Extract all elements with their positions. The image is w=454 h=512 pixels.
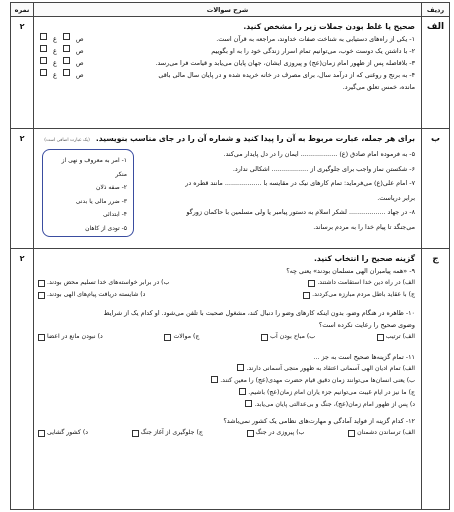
option-checkbox[interactable] xyxy=(38,334,45,341)
option-checkbox[interactable] xyxy=(261,334,268,341)
section-alef xyxy=(11,17,449,129)
section-note: (یک عبارت اضافی است) xyxy=(44,138,90,143)
header-questions: شرح سوالات xyxy=(33,3,421,16)
question-10: ۱۰- ظاهره در هنگام وضو، بدون اینکه کارهای وضو را دنبال کند، مشغول صحبت با تلفن می‌شود. او کدام یک از شرایط xyxy=(103,309,415,317)
true-checkbox[interactable] xyxy=(63,33,70,40)
section-score: ۲ xyxy=(19,254,25,263)
q10-options xyxy=(38,331,415,343)
tf-options: غ ص xyxy=(40,57,84,69)
q10-option-b[interactable]: ب) مباح بودن آب xyxy=(261,331,315,343)
option-checkbox[interactable] xyxy=(164,334,171,341)
word-bank-item: ۴- ابتدائی xyxy=(103,211,127,218)
q10-option-a[interactable]: الف) ترتیب xyxy=(377,331,415,343)
section-label: ج xyxy=(421,249,449,510)
q9-option-b[interactable]: ب) در برابر خواسته‌های خدا تسلیم محض بودند. xyxy=(38,277,169,289)
tf-question: ۴- به برنج و روغنی که از درآمد سال، برای مصرف در خانه خریده شده و در پایان سال مالی باقی xyxy=(158,71,415,79)
section-content xyxy=(33,129,421,248)
option-checkbox[interactable] xyxy=(247,430,254,437)
false-checkbox[interactable] xyxy=(40,33,47,40)
word-bank-item: ۵- تودی از کاهان xyxy=(85,224,127,232)
true-checkbox[interactable] xyxy=(63,57,70,64)
option-checkbox[interactable] xyxy=(38,430,45,437)
section-be xyxy=(11,129,449,249)
word-bank-item: ۱- امر به معروف و نهی از منکر xyxy=(61,157,127,178)
option-checkbox[interactable] xyxy=(308,280,315,287)
option-checkbox[interactable] xyxy=(303,292,310,299)
tf-question: ۳- بلافاصله پس از ظهور امام زمان(عج) و پیروزی ایشان، جهان پایان می‌یابد و قیامت فرا می‌رسد. xyxy=(155,59,415,67)
q11-option-c[interactable]: ج) ما نیز در ایام غیبت می‌توانیم جزء یاران امام زمان(عج) باشیم. xyxy=(38,387,415,399)
q11-option-b[interactable]: ب) یعنی انسان‌ها می‌توانند زمان دقیق قیام حضرت مهدی(عج) را معین کنند. xyxy=(38,375,415,387)
q11-option-a[interactable]: الف) تمام ادیان الهی آسمانی اعتقاد به ظهور منجی آسمانی دارند. xyxy=(38,363,415,375)
exam-sheet xyxy=(10,2,450,510)
tf-item-4 xyxy=(38,69,415,81)
tf-item-1 xyxy=(38,33,415,45)
option-checkbox[interactable] xyxy=(239,388,246,395)
tf-options: غ ص xyxy=(40,69,84,81)
q12-option-b[interactable]: ب) پیروزی در جنگ xyxy=(247,427,305,439)
false-checkbox[interactable] xyxy=(40,57,47,64)
q12-options xyxy=(38,427,415,439)
true-checkbox[interactable] xyxy=(63,69,70,76)
true-checkbox[interactable] xyxy=(63,45,70,52)
section-content xyxy=(33,249,421,510)
option-checkbox[interactable] xyxy=(237,364,244,371)
option-checkbox[interactable] xyxy=(38,292,45,299)
fill-item-continued: می‌جنگد تا پیام خدا را به مردم برساند. xyxy=(313,222,415,231)
question-11: ۱۱- تمام گزینه‌ها صحیح است به جز ... xyxy=(313,353,415,361)
table-header xyxy=(11,3,449,17)
section-jim xyxy=(11,249,449,510)
option-checkbox[interactable] xyxy=(211,376,218,383)
option-checkbox[interactable] xyxy=(377,334,384,341)
q12-option-d[interactable]: د) کشور گشایی xyxy=(38,427,88,439)
fill-item[interactable]: ۶- شکستن نماز واجب برای جلوگیری از .................. اشکالی ندارد. xyxy=(232,164,415,173)
section-score: ۲ xyxy=(19,134,25,143)
header-radif: ردیف xyxy=(421,3,449,16)
q9-options-row-2 xyxy=(38,289,415,301)
q11-option-d[interactable]: د) پس از ظهور امام زمان(عج)، جنگ و بی‌عدالتی پایان می‌یابد. xyxy=(38,399,415,411)
tf-options: غ ص xyxy=(40,33,84,45)
tf-item-4-continued: مانده، خمس تعلق می‌گیرد. xyxy=(342,83,415,91)
section-score: ۲ xyxy=(19,22,25,31)
word-bank-item: ۲- صفه ذلان xyxy=(95,184,127,191)
header-score: نمره xyxy=(14,5,30,14)
section-title: برای هر جمله، عبارت مربوط به آن را پیدا کنید و شماره آن را در جای مناسب بنویسید.(یک عبارت اضافی است) xyxy=(44,134,415,143)
q9-option-d[interactable]: د) شایسته دریافت پیام‌های الهی بودند. xyxy=(38,289,145,301)
q10-option-d[interactable]: د) نبودن مانع در اعضا xyxy=(38,331,103,343)
section-label: ب xyxy=(421,129,449,248)
tf-item-2 xyxy=(38,45,415,57)
option-checkbox[interactable] xyxy=(245,400,252,407)
section-content xyxy=(33,17,421,128)
word-bank xyxy=(42,149,134,237)
question-9: ۹- «همه پیامبران الهی مسلمان بودند» یعنی چه؟ xyxy=(286,267,415,275)
option-checkbox[interactable] xyxy=(38,280,45,287)
q9-option-c[interactable]: ج) با عقاید باطل مردم مبارزه می‌کردند. xyxy=(303,289,415,301)
fill-item-continued: برابر دریاست. xyxy=(377,193,415,202)
false-checkbox[interactable] xyxy=(40,69,47,76)
q10-option-c[interactable]: ج) موالات xyxy=(164,331,199,343)
question-12: ۱۲- کدام گزینه از فواید آمادگی و مهارت‌های نظامی یک کشور نمی‌باشد؟ xyxy=(223,417,415,425)
option-checkbox[interactable] xyxy=(132,430,139,437)
q12-option-a[interactable]: الف) ترساندن دشمنان xyxy=(348,427,415,439)
fill-item[interactable]: ۵- به فرموده امام صادق (ع) .................. ایمان را در دل پایدار می‌کند. xyxy=(223,150,415,158)
q9-options-row-1 xyxy=(38,277,415,289)
option-checkbox[interactable] xyxy=(348,430,355,437)
q9-option-a[interactable]: الف) در راه دین خدا استقامت داشتند. xyxy=(308,277,415,289)
tf-options: غ ص xyxy=(40,45,84,57)
section-title: گزینه صحیح را انتخاب کنید. xyxy=(313,254,415,263)
fill-item[interactable]: ۷- امام علی(ع) می‌فرماید: تمام کارهای نیک در مقایسه با .................. مانند قطره در xyxy=(185,179,415,187)
question-10-continued: وضوی صحیح را رعایت نکرده است؟ xyxy=(318,321,415,329)
tf-question: ۱- یکی از راه‌های دستیابی به شناخت صفات خداوند، مراجعه به قرآن است. xyxy=(216,35,415,43)
fill-item[interactable]: ۸- در جهاد .................. لشکر اسلام به دستور پیامبر یا ولی مسلمین با حاکمان زورگو xyxy=(186,208,415,216)
false-checkbox[interactable] xyxy=(40,45,47,52)
tf-item-3 xyxy=(38,57,415,69)
section-title: صحیح یا غلط بودن جملات زیر را مشخص کنید. xyxy=(243,22,415,31)
section-label: الف xyxy=(421,17,449,128)
tf-question: ۲- با داشتن یک دوست خوب، می‌توانیم تمام اسرار زندگی خود را به او بگوییم xyxy=(211,47,415,55)
word-bank-item: ۳- ضرر مالی یا بدنی xyxy=(75,197,127,205)
q12-option-c[interactable]: ج) جلوگیری از آغاز جنگ xyxy=(132,427,203,439)
